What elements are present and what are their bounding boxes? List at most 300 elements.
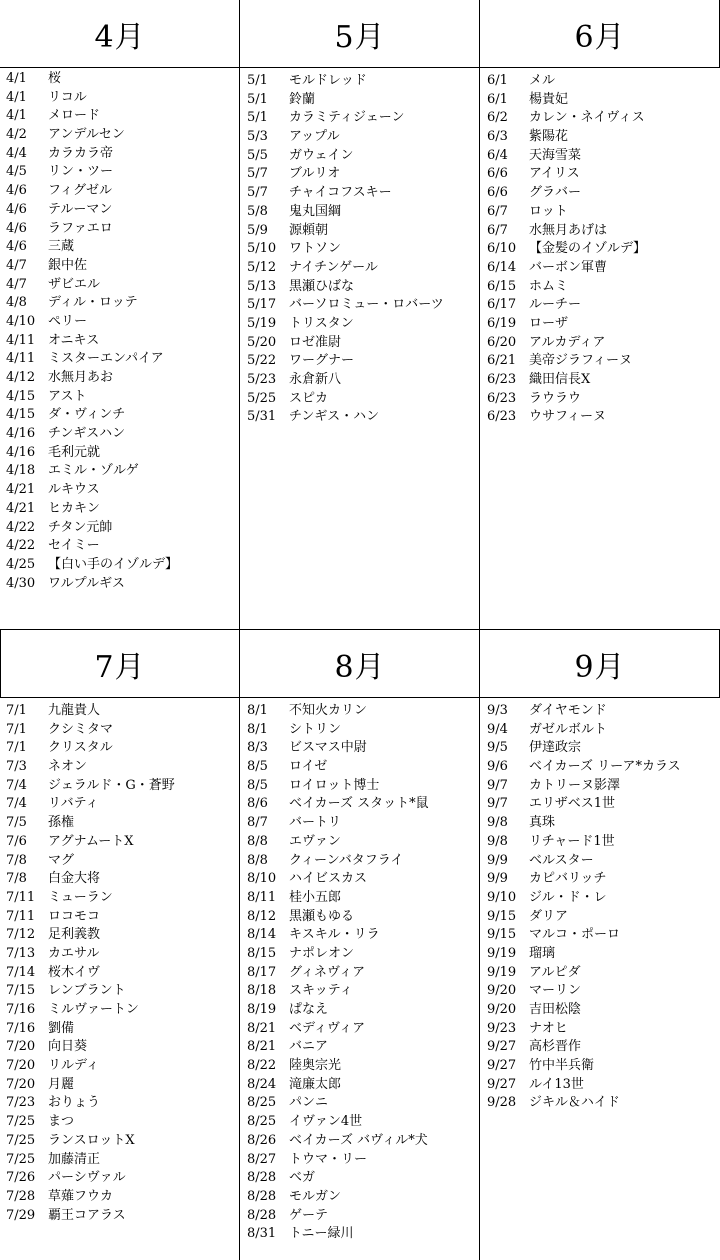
list-item: [241, 982, 479, 1001]
entry-date: 9/9: [487, 871, 508, 887]
entry-date: 9/20: [487, 1002, 517, 1017]
list-item: [481, 852, 719, 871]
entry-date: 9/6: [487, 759, 508, 775]
entry-date: 6/15: [487, 278, 517, 294]
list-item: [241, 926, 479, 945]
entry-name: アルカディア: [529, 334, 606, 350]
entry-date: 9/27: [487, 1058, 517, 1074]
list-item: [241, 371, 479, 390]
entry-date: 8/10: [247, 871, 277, 887]
entry-name: ゲーテ: [289, 1207, 329, 1223]
entry-name: 不知火カリン: [289, 703, 368, 718]
list-item: [0, 1094, 238, 1113]
entry-date: 8/25: [247, 1095, 277, 1111]
entry-name: 楊貴妃: [529, 91, 569, 107]
entry-name: ラウラウ: [529, 390, 582, 406]
month-header-september: [480, 630, 720, 698]
list-item: [241, 1132, 479, 1151]
entry-name: カトリーヌ影澤: [529, 777, 621, 793]
entry-date: 6/7: [487, 222, 508, 238]
entry-name: ロゼ准尉: [289, 334, 342, 350]
entry-date: 9/23: [487, 1020, 517, 1036]
entry-date: 5/19: [247, 315, 277, 331]
list-item: [481, 109, 719, 128]
list-item: [0, 406, 238, 425]
entry-name: 劉備: [48, 1020, 75, 1036]
list-item: [0, 313, 238, 332]
list-item: [481, 1094, 719, 1113]
entry-date: 5/31: [247, 409, 277, 425]
entry-date: 9/20: [487, 983, 517, 999]
entry-date: 5/20: [247, 334, 277, 350]
list-item: [241, 889, 479, 908]
list-item: [241, 390, 479, 409]
entry-date: 7/3: [6, 759, 27, 775]
entry-name: アグナムートX: [48, 833, 134, 849]
entry-date: 7/25: [6, 1114, 36, 1130]
entry-name: 足利義教: [48, 927, 101, 943]
list-item: [0, 1113, 238, 1132]
list-item: [481, 390, 719, 409]
entry-date: 8/18: [247, 983, 277, 999]
entry-date: 8/28: [247, 1207, 277, 1223]
entry-date: 4/7: [6, 276, 27, 292]
entry-date: 4/22: [6, 519, 36, 535]
entry-date: 4/6: [6, 220, 27, 236]
entry-name: グィネヴィア: [289, 964, 366, 980]
list-item: [481, 147, 719, 166]
entry-date: 6/3: [487, 129, 508, 145]
list-item: [241, 128, 479, 147]
entry-name: 陸奥宗光: [289, 1058, 342, 1074]
entry-name: ホムミ: [529, 278, 569, 294]
entry-name: 白金大将: [48, 871, 101, 887]
list-item: [0, 964, 238, 983]
entry-date: 5/10: [247, 241, 277, 257]
list-item: [0, 462, 238, 481]
list-item: [241, 147, 479, 166]
list-item: [241, 165, 479, 184]
entry-name: ジキル＆ハイド: [529, 1095, 620, 1111]
entry-date: 7/26: [6, 1170, 36, 1186]
entry-date: 4/6: [6, 183, 27, 199]
entry-date: 6/1: [487, 73, 508, 88]
entry-name: アイリス: [529, 166, 580, 182]
list-item: [241, 1113, 479, 1132]
entry-date: 9/28: [487, 1095, 517, 1111]
entry-name: 黒瀬もゆる: [289, 908, 355, 924]
entry-name: ワトソン: [289, 241, 342, 257]
entry-name: 桜木イヴ: [48, 964, 101, 980]
list-item: [241, 814, 479, 833]
list-item: [481, 352, 719, 371]
entry-date: 6/6: [487, 185, 508, 201]
entry-name: ヒカキン: [48, 500, 100, 516]
entry-name: メル: [529, 73, 556, 88]
list-item: [0, 481, 238, 500]
entry-date: 7/12: [6, 927, 36, 943]
list-item: [0, 1207, 238, 1226]
entry-date: 6/23: [487, 390, 517, 406]
list-item: [241, 1057, 479, 1076]
entry-date: 9/9: [487, 852, 508, 868]
entry-date: 4/6: [6, 239, 27, 255]
list-item: [481, 870, 719, 889]
entry-date: 9/10: [487, 889, 517, 905]
entry-date: 5/17: [247, 297, 277, 313]
list-item: [0, 276, 238, 295]
entry-date: 7/23: [6, 1095, 36, 1111]
entry-name: リコル: [48, 89, 87, 105]
entry-date: 4/12: [6, 370, 36, 385]
list-item: [481, 184, 719, 203]
grid-line: [0, 697, 720, 698]
entry-date: 7/28: [6, 1188, 36, 1204]
list-item: [0, 107, 238, 126]
entry-date: 8/25: [247, 1114, 277, 1130]
list-item: [0, 332, 238, 351]
entry-name: ラファエロ: [48, 220, 113, 236]
entry-date: 5/7: [247, 166, 268, 182]
list-item: [0, 201, 238, 220]
entry-name: 黒瀬ひばな: [289, 278, 355, 294]
entry-name: パンニ: [289, 1095, 329, 1111]
list-item: [481, 240, 719, 259]
entry-list-august: [241, 702, 479, 1244]
entry-name: ミルヴァートン: [48, 1002, 139, 1017]
entry-name: 永倉新八: [289, 372, 342, 387]
list-item: [241, 1094, 479, 1113]
entry-date: 9/15: [487, 927, 517, 943]
entry-date: 8/21: [247, 1020, 277, 1036]
list-item: [241, 852, 479, 871]
entry-date: 8/7: [247, 815, 268, 831]
entry-name: バニア: [289, 1039, 329, 1055]
entry-date: 8/31: [247, 1226, 277, 1242]
list-item: [241, 296, 479, 315]
entry-date: 9/8: [487, 815, 508, 831]
entry-name: 草薙フウカ: [48, 1188, 114, 1204]
entry-date: 7/6: [6, 833, 27, 849]
entry-name: マーリン: [529, 983, 582, 999]
entry-date: 7/8: [6, 871, 27, 887]
entry-name: ナオヒ: [529, 1020, 568, 1036]
entry-date: 9/3: [487, 703, 508, 718]
entry-name: アスト: [48, 388, 87, 404]
entry-name: セイミー: [48, 538, 100, 554]
entry-name: 美帝ジラフィーヌ: [529, 353, 632, 369]
list-item: [0, 833, 238, 852]
list-item: [481, 315, 719, 334]
list-item: [481, 908, 719, 927]
entry-name: 孫権: [48, 815, 75, 831]
list-item: [0, 1057, 238, 1076]
entry-name: エヴァン: [289, 833, 341, 849]
entry-date: 7/20: [6, 1058, 36, 1074]
entry-date: 8/24: [247, 1076, 277, 1092]
list-item: [241, 184, 479, 203]
entry-name: ウサフィーヌ: [529, 409, 606, 425]
entry-date: 4/16: [6, 426, 36, 442]
entry-date: 4/10: [6, 313, 36, 329]
list-item: [0, 294, 238, 313]
list-item: [241, 702, 479, 721]
entry-date: 7/5: [6, 815, 27, 831]
entry-date: 5/1: [247, 91, 268, 107]
entry-name: ロイゼ: [289, 759, 328, 775]
list-item: [0, 1151, 238, 1170]
entry-name: グラバー: [529, 185, 582, 201]
list-item: [0, 1001, 238, 1020]
list-item: [241, 222, 479, 241]
entry-date: 4/25: [6, 556, 36, 572]
list-item: [0, 126, 238, 145]
entry-date: 8/8: [247, 852, 268, 868]
list-item: [241, 1001, 479, 1020]
entry-date: 8/12: [247, 908, 277, 924]
list-item: [0, 537, 238, 556]
entry-name: バーボン軍曹: [529, 259, 608, 275]
entry-name: バートリ: [289, 815, 342, 831]
entry-date: 4/18: [6, 463, 36, 479]
list-item: [0, 519, 238, 538]
entry-name: 三蔵: [48, 239, 75, 255]
entry-name: ベイカーズ バヴィル*犬: [289, 1132, 428, 1148]
list-item: [241, 870, 479, 889]
entry-name: リルディ: [48, 1058, 99, 1074]
month-header-july: [0, 630, 240, 698]
entry-date: 6/4: [487, 147, 508, 163]
entry-date: 7/11: [6, 908, 36, 924]
entry-name: 桂小五郎: [289, 889, 342, 905]
entry-name: 滝廉太郎: [289, 1076, 342, 1092]
entry-name: ビスマス中尉: [289, 740, 367, 756]
entry-name: チャイコフスキー: [289, 185, 392, 201]
entry-name: 【白い手のイゾルデ】: [48, 556, 179, 572]
entry-name: ルーチー: [529, 297, 582, 313]
entry-date: 9/4: [487, 721, 508, 737]
entry-name: アップル: [289, 129, 340, 145]
list-item: [0, 758, 238, 777]
list-item: [241, 240, 479, 259]
list-item: [0, 1169, 238, 1188]
entry-name: アンデルセン: [48, 127, 125, 143]
entry-name: カラミティジェーン: [289, 110, 405, 126]
month-header-june: [480, 0, 720, 68]
entry-name: まつ: [48, 1114, 75, 1130]
entry-name: 鬼丸国綱: [289, 203, 342, 219]
list-item: [241, 203, 479, 222]
entry-date: 9/8: [487, 833, 508, 849]
month-title: 8月: [334, 650, 386, 685]
month-header-may: [240, 0, 480, 68]
entry-name: ダイヤモンド: [529, 703, 607, 718]
entry-date: 9/15: [487, 908, 517, 924]
list-item: [481, 334, 719, 353]
list-item: [0, 908, 238, 927]
list-item: [0, 257, 238, 276]
entry-name: エミル・ゾルゲ: [48, 463, 139, 479]
entry-name: フィグゼル: [48, 183, 112, 199]
entry-name: ダリア: [529, 908, 569, 924]
entry-date: 6/20: [487, 334, 517, 350]
entry-name: キスキル・リラ: [289, 927, 380, 943]
entry-date: 9/27: [487, 1076, 517, 1092]
entry-name: 水無月あげは: [529, 222, 608, 238]
list-item: [241, 945, 479, 964]
entry-name: 紫陽花: [529, 129, 569, 145]
list-item: [0, 1020, 238, 1039]
list-item: [481, 702, 719, 721]
entry-date: 8/6: [247, 796, 268, 812]
entry-name: ディル・ロッテ: [48, 295, 138, 311]
list-item: [0, 982, 238, 1001]
entry-date: 8/5: [247, 759, 268, 775]
entry-name: ネオン: [48, 759, 88, 775]
list-item: [0, 182, 238, 201]
entry-date: 5/7: [247, 185, 268, 201]
list-item: [481, 758, 719, 777]
entry-date: 7/16: [6, 1020, 36, 1036]
entry-name: モルドレッド: [289, 73, 367, 88]
entry-date: 5/9: [247, 222, 268, 238]
list-item: [0, 777, 238, 796]
entry-date: 7/4: [6, 777, 27, 793]
list-item: [241, 109, 479, 128]
entry-date: 9/19: [487, 945, 517, 961]
entry-name: 竹中半兵衛: [529, 1058, 595, 1074]
entry-name: 向日葵: [48, 1039, 88, 1055]
entry-name: ランスロットX: [48, 1132, 135, 1148]
list-item: [241, 833, 479, 852]
entry-name: ルイ13世: [529, 1076, 584, 1092]
list-item: [0, 721, 238, 740]
list-item: [481, 203, 719, 222]
entry-date: 4/30: [6, 575, 36, 591]
entry-name: ベイカーズ スタット*鼠: [289, 796, 429, 812]
entry-date: 4/11: [6, 332, 36, 348]
list-item: [481, 982, 719, 1001]
list-item: [0, 220, 238, 239]
entry-date: 5/3: [247, 129, 268, 145]
entry-date: 6/17: [487, 297, 517, 313]
list-item: [481, 1020, 719, 1039]
entry-date: 7/15: [6, 983, 36, 999]
entry-date: 4/6: [6, 201, 27, 217]
entry-name: ぱなえ: [289, 1002, 329, 1017]
entry-name: カピバリッチ: [529, 871, 607, 887]
entry-date: 7/25: [6, 1151, 36, 1167]
entry-name: 月麗: [48, 1076, 75, 1092]
grid-line: [479, 0, 480, 630]
entry-name: マルコ・ポーロ: [529, 927, 621, 943]
entry-name: ジェラルド・G・蒼野: [48, 777, 175, 793]
entry-name: エリザベス1世: [529, 796, 616, 812]
month-title: 6月: [574, 20, 626, 55]
entry-date: 5/1: [247, 110, 268, 126]
entry-name: クシミタマ: [48, 721, 114, 737]
entry-name: 九龍貴人: [48, 703, 101, 718]
list-item: [241, 315, 479, 334]
list-item: [0, 575, 238, 594]
entry-date: 4/11: [6, 351, 36, 367]
entry-date: 4/1: [6, 71, 27, 86]
entry-list-june: [481, 72, 719, 427]
list-item: [241, 408, 479, 427]
list-item: [481, 777, 719, 796]
entry-name: ベディヴィア: [289, 1020, 366, 1036]
entry-date: 7/4: [6, 796, 27, 812]
list-item: [0, 945, 238, 964]
entry-date: 8/15: [247, 945, 277, 961]
entry-name: 吉田松陰: [529, 1002, 582, 1017]
entry-date: 4/1: [6, 89, 27, 105]
entry-name: テルーマン: [48, 201, 113, 217]
entry-date: 8/28: [247, 1170, 277, 1186]
entry-date: 4/15: [6, 388, 36, 404]
entry-date: 8/22: [247, 1058, 277, 1074]
grid-line: [239, 0, 240, 630]
entry-name: ミューラン: [48, 889, 113, 905]
entry-date: 7/16: [6, 1002, 36, 1017]
entry-date: 7/20: [6, 1076, 36, 1092]
entry-name: ベイカーズ リーア*カラス: [529, 759, 681, 775]
entry-date: 5/22: [247, 353, 277, 369]
list-item: [0, 870, 238, 889]
entry-date: 5/13: [247, 278, 277, 294]
list-item: [481, 1076, 719, 1095]
entry-name: チンギス・ハン: [289, 409, 380, 425]
entry-name: マグ: [48, 852, 75, 868]
list-item: [481, 222, 719, 241]
entry-date: 8/21: [247, 1039, 277, 1055]
entry-name: おりょう: [48, 1095, 101, 1111]
entry-name: カエサル: [48, 945, 100, 961]
entry-date: 8/1: [247, 703, 268, 718]
month-header-april: [0, 0, 240, 68]
month-title: 5月: [334, 20, 386, 55]
entry-date: 7/25: [6, 1132, 36, 1148]
list-item: [0, 1132, 238, 1151]
entry-date: 6/7: [487, 203, 508, 219]
entry-date: 5/1: [247, 73, 268, 88]
list-item: [241, 721, 479, 740]
entry-name: ナイチンゲール: [289, 259, 378, 275]
list-item: [481, 259, 719, 278]
entry-name: リン・ツー: [48, 164, 114, 180]
list-item: [0, 444, 238, 463]
entry-date: 5/23: [247, 372, 277, 387]
entry-date: 5/8: [247, 203, 268, 219]
entry-name: ミスターエンパイア: [48, 351, 164, 367]
entry-date: 8/26: [247, 1132, 277, 1148]
entry-date: 8/8: [247, 833, 268, 849]
entry-date: 8/14: [247, 927, 277, 943]
entry-name: 桜: [48, 71, 62, 86]
entry-date: 4/15: [6, 407, 36, 423]
entry-date: 4/7: [6, 257, 27, 273]
list-item: [241, 908, 479, 927]
entry-name: ペリー: [48, 313, 88, 329]
entry-name: 天海雪菜: [529, 147, 582, 163]
entry-name: パーシヴァル: [48, 1170, 126, 1186]
entry-name: チンギスハン: [48, 426, 126, 442]
list-item: [241, 758, 479, 777]
list-item: [481, 814, 719, 833]
entry-date: 9/7: [487, 796, 508, 812]
list-item: [0, 388, 238, 407]
entry-name: ジル・ド・レ: [529, 889, 607, 905]
